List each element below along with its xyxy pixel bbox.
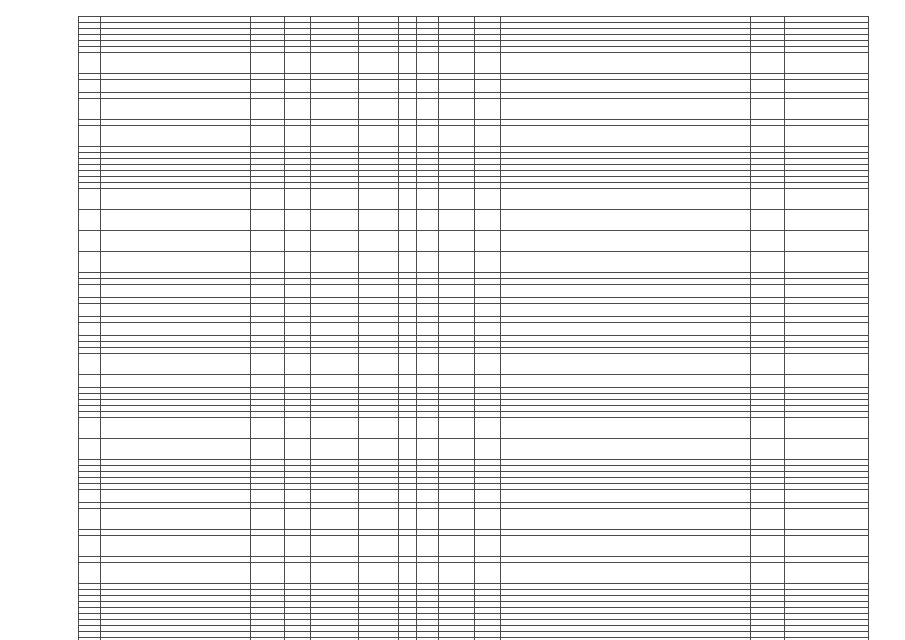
- cell-floors: [399, 252, 417, 273]
- cell-year-built: [285, 126, 311, 147]
- cell-non-residential-area: [475, 490, 501, 503]
- cell-year-built: [285, 285, 311, 298]
- cell-apartments: [417, 252, 439, 273]
- cell-total-area: [311, 252, 359, 273]
- cell-cost: [785, 509, 869, 530]
- cell-cost: [785, 354, 869, 375]
- cell-non-residential-area: [475, 53, 501, 74]
- cell-year-built: [285, 375, 311, 388]
- cell-address: [101, 126, 251, 147]
- cell-floors: [399, 53, 417, 74]
- cell-row-number: [79, 53, 101, 74]
- cell-apartments: [417, 354, 439, 375]
- cell-non-residential-area: [475, 210, 501, 231]
- cell-row-number: [79, 189, 101, 210]
- cell-apartments: [417, 189, 439, 210]
- cell-total-area: [311, 536, 359, 557]
- cell-residents: [439, 285, 475, 298]
- table-row: [79, 126, 869, 147]
- cell-row-number: [79, 80, 101, 93]
- cell-non-residential-area: [475, 563, 501, 584]
- cell-year-built: [285, 563, 311, 584]
- cell-work-types: [501, 99, 751, 120]
- cell-residents: [439, 99, 475, 120]
- cell-floors: [399, 375, 417, 388]
- cell-year-built: [285, 231, 311, 252]
- cell-plan-year: [751, 490, 785, 503]
- cell-wall-material: [251, 509, 285, 530]
- table-row: [79, 509, 869, 530]
- cell-residents: [439, 509, 475, 530]
- cell-non-residential-area: [475, 80, 501, 93]
- cell-work-types: [501, 536, 751, 557]
- cell-plan-year: [751, 53, 785, 74]
- cell-plan-year: [751, 323, 785, 336]
- cell-floors: [399, 354, 417, 375]
- cell-wall-material: [251, 99, 285, 120]
- cell-work-types: [501, 53, 751, 74]
- cell-row-number: [79, 490, 101, 503]
- cell-work-types: [501, 323, 751, 336]
- cell-address: [101, 53, 251, 74]
- cell-cost: [785, 210, 869, 231]
- table-row: [79, 418, 869, 439]
- cell-year-built: [285, 323, 311, 336]
- cell-residents: [439, 536, 475, 557]
- cell-apartments: [417, 490, 439, 503]
- table-row: [79, 99, 869, 120]
- cell-cost: [785, 439, 869, 460]
- cell-address: [101, 285, 251, 298]
- cell-work-types: [501, 285, 751, 298]
- cell-apartments: [417, 323, 439, 336]
- cell-year-built: [285, 189, 311, 210]
- cell-year-built: [285, 509, 311, 530]
- cell-plan-year: [751, 252, 785, 273]
- cell-cost: [785, 99, 869, 120]
- cell-wall-material: [251, 210, 285, 231]
- cell-residential-area: [359, 509, 399, 530]
- cell-floors: [399, 285, 417, 298]
- cell-residents: [439, 252, 475, 273]
- cell-total-area: [311, 53, 359, 74]
- cell-address: [101, 210, 251, 231]
- cell-residential-area: [359, 323, 399, 336]
- cell-residential-area: [359, 231, 399, 252]
- cell-cost: [785, 80, 869, 93]
- cell-wall-material: [251, 126, 285, 147]
- cell-address: [101, 490, 251, 503]
- cell-work-types: [501, 80, 751, 93]
- cell-residents: [439, 418, 475, 439]
- cell-row-number: [79, 536, 101, 557]
- cell-row-number: [79, 439, 101, 460]
- cell-plan-year: [751, 509, 785, 530]
- cell-plan-year: [751, 189, 785, 210]
- cell-cost: [785, 252, 869, 273]
- cell-non-residential-area: [475, 536, 501, 557]
- cell-floors: [399, 563, 417, 584]
- cell-cost: [785, 304, 869, 317]
- cell-cost: [785, 285, 869, 298]
- cell-apartments: [417, 439, 439, 460]
- table-row: [79, 252, 869, 273]
- cell-total-area: [311, 189, 359, 210]
- cell-apartments: [417, 375, 439, 388]
- cell-plan-year: [751, 563, 785, 584]
- cell-apartments: [417, 99, 439, 120]
- table-row: [79, 231, 869, 252]
- cell-total-area: [311, 439, 359, 460]
- cell-floors: [399, 80, 417, 93]
- cell-residential-area: [359, 189, 399, 210]
- cell-total-area: [311, 490, 359, 503]
- cell-row-number: [79, 252, 101, 273]
- cell-cost: [785, 375, 869, 388]
- cell-residential-area: [359, 252, 399, 273]
- cell-work-types: [501, 490, 751, 503]
- cell-residential-area: [359, 418, 399, 439]
- cell-total-area: [311, 304, 359, 317]
- cell-wall-material: [251, 354, 285, 375]
- cell-row-number: [79, 509, 101, 530]
- cell-address: [101, 536, 251, 557]
- cell-row-number: [79, 285, 101, 298]
- cell-residents: [439, 80, 475, 93]
- table-row: [79, 53, 869, 74]
- cell-apartments: [417, 285, 439, 298]
- cell-plan-year: [751, 375, 785, 388]
- cell-floors: [399, 99, 417, 120]
- cell-wall-material: [251, 231, 285, 252]
- cell-row-number: [79, 375, 101, 388]
- cell-cost: [785, 126, 869, 147]
- cell-wall-material: [251, 252, 285, 273]
- cell-year-built: [285, 80, 311, 93]
- cell-work-types: [501, 252, 751, 273]
- cell-apartments: [417, 418, 439, 439]
- table-row: [79, 536, 869, 557]
- cell-residents: [439, 126, 475, 147]
- cell-apartments: [417, 80, 439, 93]
- cell-residential-area: [359, 53, 399, 74]
- cell-address: [101, 99, 251, 120]
- cell-floors: [399, 490, 417, 503]
- table-row: [79, 354, 869, 375]
- cell-row-number: [79, 563, 101, 584]
- cell-floors: [399, 323, 417, 336]
- cell-total-area: [311, 80, 359, 93]
- cell-plan-year: [751, 439, 785, 460]
- cell-apartments: [417, 231, 439, 252]
- cell-year-built: [285, 53, 311, 74]
- cell-year-built: [285, 210, 311, 231]
- cell-address: [101, 189, 251, 210]
- cell-residents: [439, 490, 475, 503]
- cell-floors: [399, 509, 417, 530]
- cell-floors: [399, 189, 417, 210]
- cell-residents: [439, 189, 475, 210]
- cell-cost: [785, 53, 869, 74]
- cell-residential-area: [359, 354, 399, 375]
- cell-non-residential-area: [475, 418, 501, 439]
- cell-wall-material: [251, 418, 285, 439]
- cell-non-residential-area: [475, 439, 501, 460]
- cell-apartments: [417, 563, 439, 584]
- cell-total-area: [311, 563, 359, 584]
- cell-floors: [399, 418, 417, 439]
- cell-apartments: [417, 126, 439, 147]
- cell-non-residential-area: [475, 375, 501, 388]
- cell-floors: [399, 231, 417, 252]
- cell-address: [101, 304, 251, 317]
- cell-apartments: [417, 53, 439, 74]
- cell-wall-material: [251, 80, 285, 93]
- table-row: [79, 210, 869, 231]
- cell-residents: [439, 53, 475, 74]
- cell-work-types: [501, 304, 751, 317]
- cell-address: [101, 375, 251, 388]
- cell-residents: [439, 304, 475, 317]
- cell-wall-material: [251, 563, 285, 584]
- cell-row-number: [79, 323, 101, 336]
- cell-address: [101, 323, 251, 336]
- cell-address: [101, 80, 251, 93]
- cell-work-types: [501, 210, 751, 231]
- cell-cost: [785, 323, 869, 336]
- cell-residents: [439, 231, 475, 252]
- cell-residential-area: [359, 536, 399, 557]
- cell-cost: [785, 189, 869, 210]
- cell-residential-area: [359, 439, 399, 460]
- cell-address: [101, 563, 251, 584]
- cell-wall-material: [251, 53, 285, 74]
- cell-floors: [399, 536, 417, 557]
- cell-wall-material: [251, 536, 285, 557]
- cell-residential-area: [359, 210, 399, 231]
- cell-plan-year: [751, 231, 785, 252]
- cell-year-built: [285, 252, 311, 273]
- cell-wall-material: [251, 304, 285, 317]
- cell-work-types: [501, 509, 751, 530]
- cell-residential-area: [359, 126, 399, 147]
- capital-repair-table: [78, 16, 869, 640]
- table-row: [79, 490, 869, 503]
- cell-row-number: [79, 354, 101, 375]
- cell-residents: [439, 354, 475, 375]
- cell-non-residential-area: [475, 99, 501, 120]
- cell-wall-material: [251, 375, 285, 388]
- cell-year-built: [285, 99, 311, 120]
- cell-year-built: [285, 304, 311, 317]
- cell-row-number: [79, 210, 101, 231]
- cell-total-area: [311, 354, 359, 375]
- cell-apartments: [417, 536, 439, 557]
- cell-residential-area: [359, 375, 399, 388]
- table-row: [79, 285, 869, 298]
- cell-non-residential-area: [475, 354, 501, 375]
- cell-wall-material: [251, 323, 285, 336]
- cell-plan-year: [751, 285, 785, 298]
- cell-residents: [439, 375, 475, 388]
- cell-year-built: [285, 536, 311, 557]
- cell-non-residential-area: [475, 509, 501, 530]
- cell-total-area: [311, 126, 359, 147]
- cell-wall-material: [251, 439, 285, 460]
- cell-work-types: [501, 354, 751, 375]
- cell-address: [101, 418, 251, 439]
- cell-floors: [399, 210, 417, 231]
- cell-cost: [785, 536, 869, 557]
- cell-work-types: [501, 189, 751, 210]
- cell-year-built: [285, 354, 311, 375]
- cell-cost: [785, 563, 869, 584]
- cell-floors: [399, 304, 417, 317]
- cell-wall-material: [251, 189, 285, 210]
- cell-floors: [399, 439, 417, 460]
- cell-total-area: [311, 231, 359, 252]
- table-row: [79, 304, 869, 317]
- cell-year-built: [285, 418, 311, 439]
- cell-wall-material: [251, 285, 285, 298]
- cell-plan-year: [751, 210, 785, 231]
- cell-work-types: [501, 231, 751, 252]
- cell-residential-area: [359, 490, 399, 503]
- cell-plan-year: [751, 126, 785, 147]
- cell-non-residential-area: [475, 189, 501, 210]
- cell-residents: [439, 210, 475, 231]
- cell-residents: [439, 323, 475, 336]
- cell-row-number: [79, 418, 101, 439]
- cell-total-area: [311, 210, 359, 231]
- cell-apartments: [417, 210, 439, 231]
- cell-non-residential-area: [475, 252, 501, 273]
- cell-residential-area: [359, 304, 399, 317]
- cell-work-types: [501, 563, 751, 584]
- cell-plan-year: [751, 536, 785, 557]
- cell-non-residential-area: [475, 304, 501, 317]
- table-row: [79, 563, 869, 584]
- cell-non-residential-area: [475, 323, 501, 336]
- cell-plan-year: [751, 354, 785, 375]
- cell-wall-material: [251, 490, 285, 503]
- cell-address: [101, 252, 251, 273]
- cell-cost: [785, 231, 869, 252]
- cell-address: [101, 439, 251, 460]
- cell-non-residential-area: [475, 231, 501, 252]
- table-row: [79, 439, 869, 460]
- cell-row-number: [79, 126, 101, 147]
- cell-address: [101, 509, 251, 530]
- cell-work-types: [501, 375, 751, 388]
- cell-non-residential-area: [475, 126, 501, 147]
- cell-total-area: [311, 509, 359, 530]
- cell-row-number: [79, 231, 101, 252]
- cell-plan-year: [751, 99, 785, 120]
- cell-work-types: [501, 418, 751, 439]
- cell-residential-area: [359, 80, 399, 93]
- table-row: [79, 189, 869, 210]
- cell-total-area: [311, 285, 359, 298]
- cell-work-types: [501, 439, 751, 460]
- cell-row-number: [79, 99, 101, 120]
- cell-total-area: [311, 99, 359, 120]
- cell-address: [101, 354, 251, 375]
- cell-year-built: [285, 439, 311, 460]
- cell-residential-area: [359, 563, 399, 584]
- cell-plan-year: [751, 304, 785, 317]
- table-row: [79, 80, 869, 93]
- cell-residents: [439, 563, 475, 584]
- cell-row-number: [79, 304, 101, 317]
- cell-address: [101, 231, 251, 252]
- cell-non-residential-area: [475, 285, 501, 298]
- cell-total-area: [311, 323, 359, 336]
- cell-cost: [785, 418, 869, 439]
- cell-floors: [399, 126, 417, 147]
- cell-apartments: [417, 304, 439, 317]
- cell-total-area: [311, 375, 359, 388]
- cell-cost: [785, 490, 869, 503]
- cell-work-types: [501, 126, 751, 147]
- table-row: [79, 323, 869, 336]
- cell-total-area: [311, 418, 359, 439]
- cell-plan-year: [751, 80, 785, 93]
- cell-plan-year: [751, 418, 785, 439]
- cell-residential-area: [359, 99, 399, 120]
- cell-residential-area: [359, 285, 399, 298]
- cell-year-built: [285, 490, 311, 503]
- cell-residents: [439, 439, 475, 460]
- cell-apartments: [417, 509, 439, 530]
- table-row: [79, 375, 869, 388]
